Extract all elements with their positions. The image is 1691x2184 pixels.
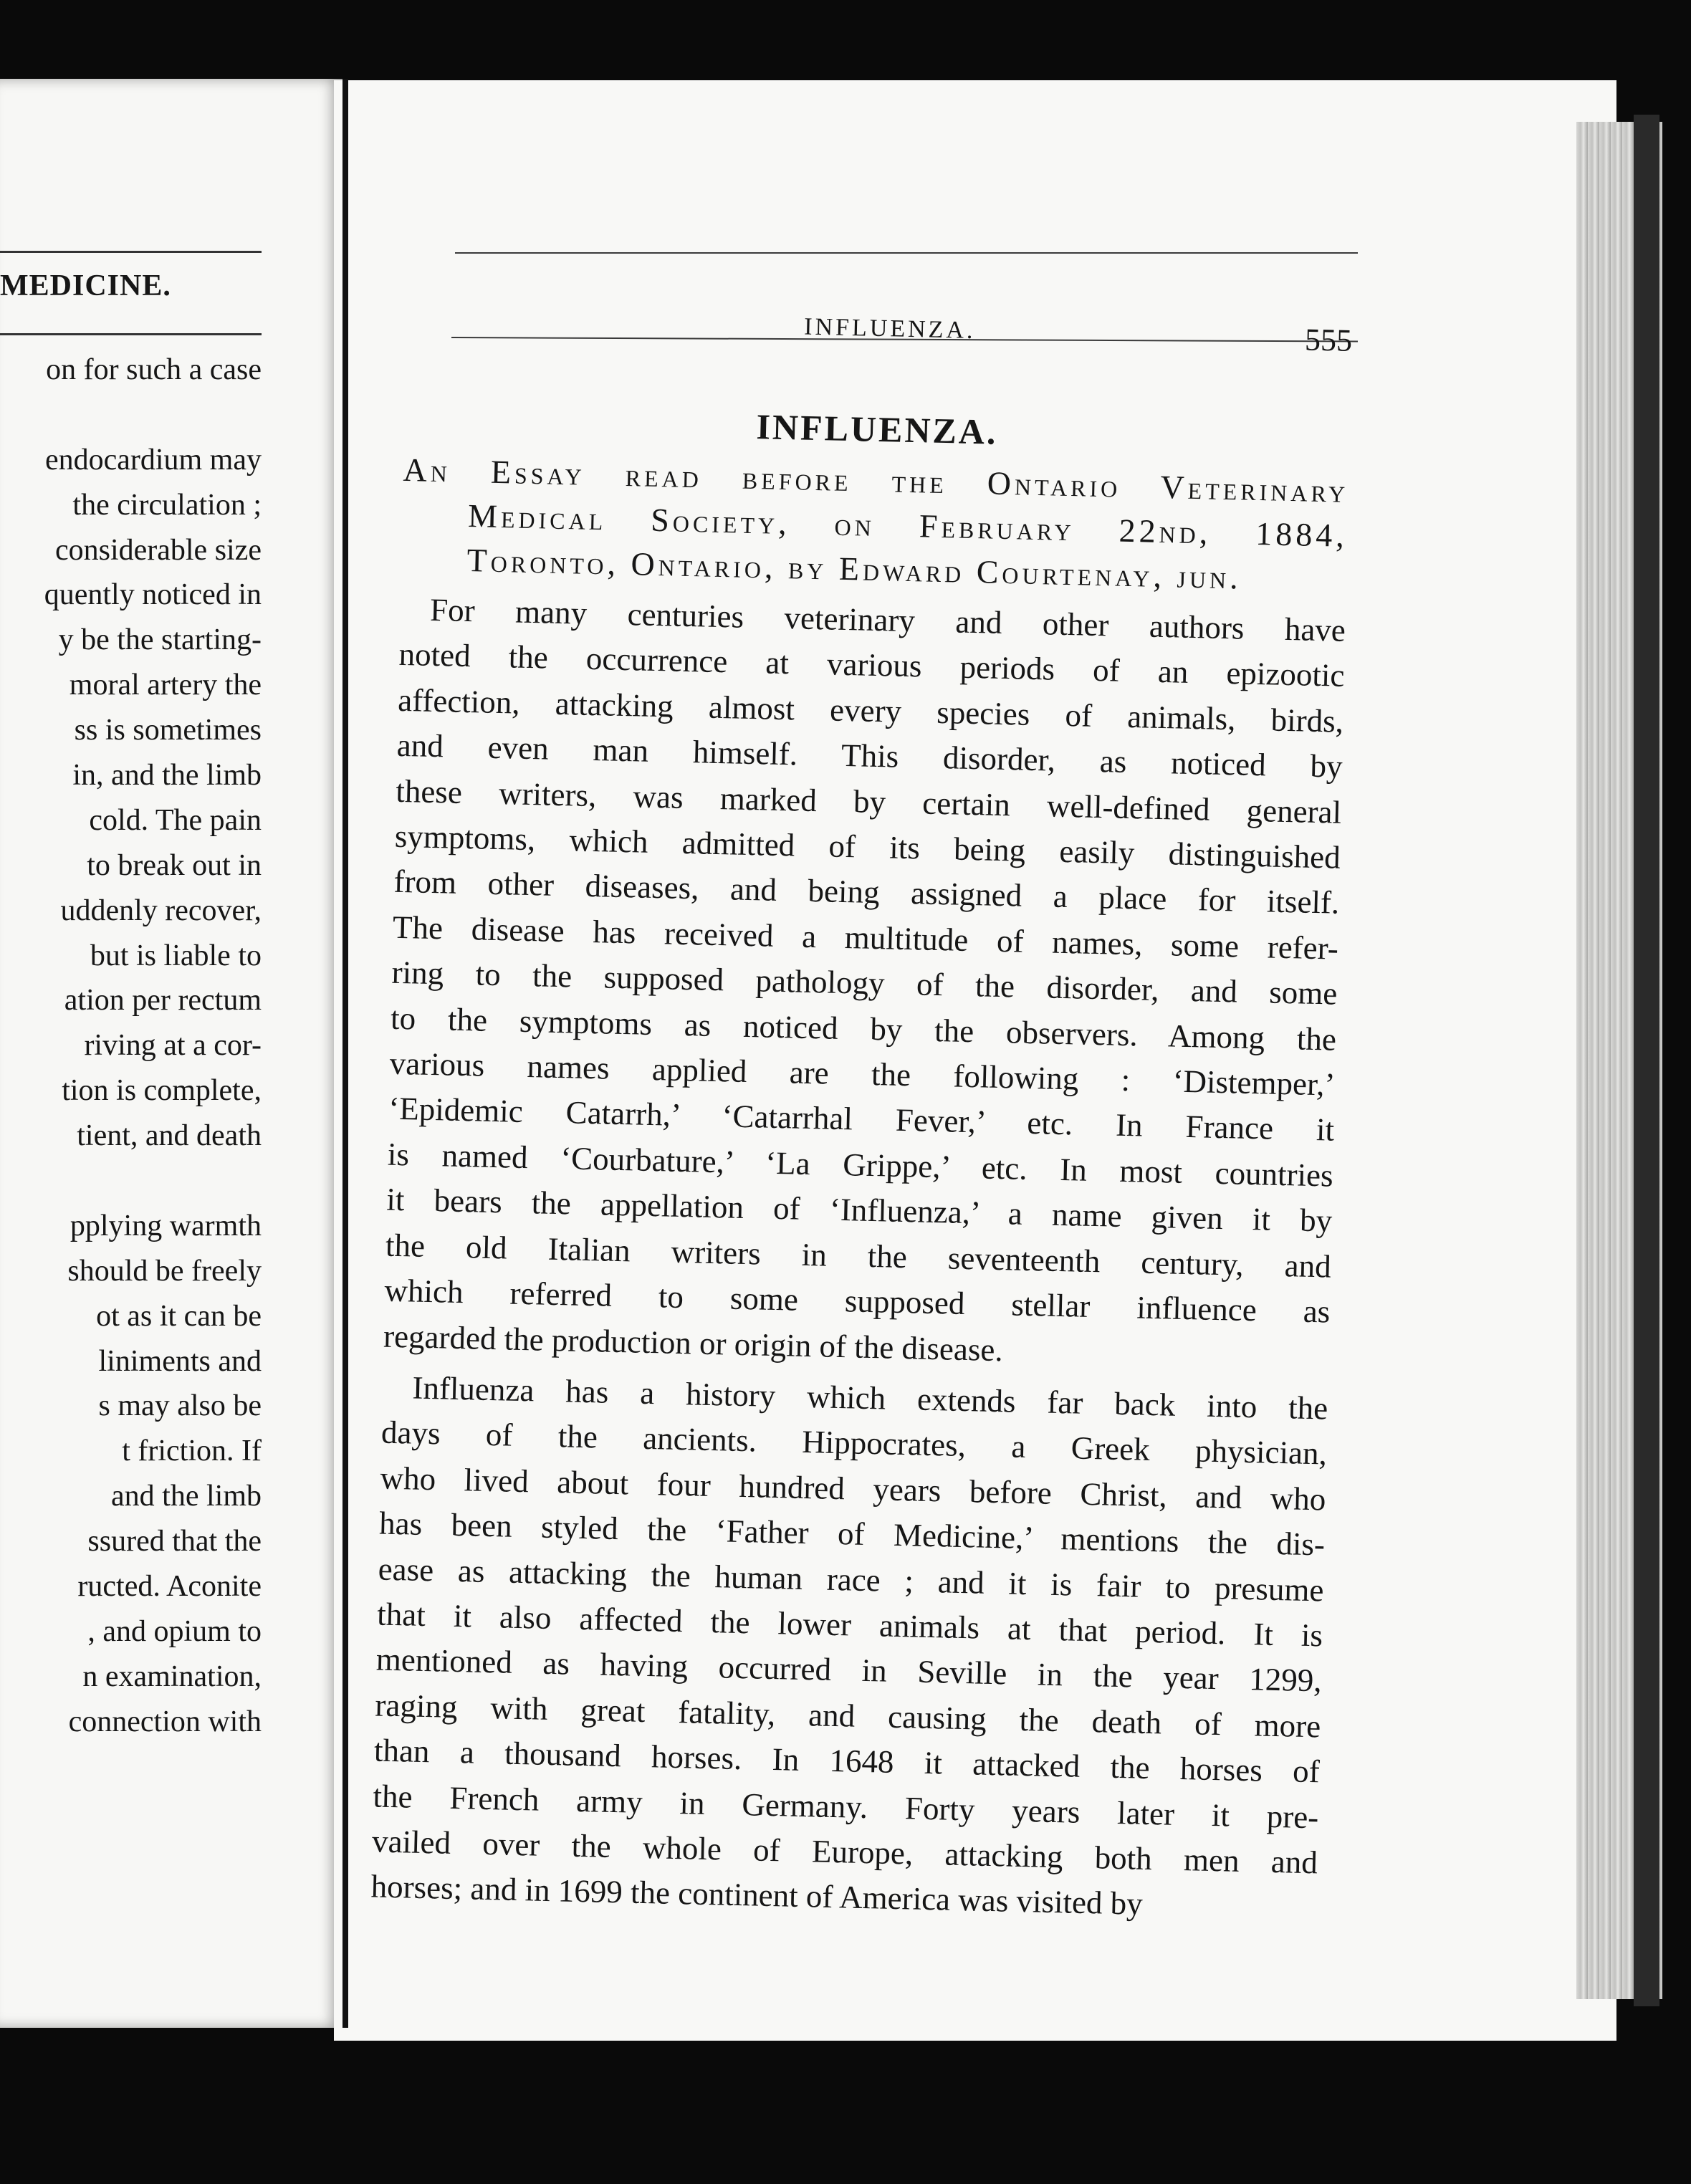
left-text-line: and the limb: [111, 1480, 262, 1513]
left-text-line: ss is sometimes: [74, 714, 262, 747]
text-line: raging with great fatality, and causing the death of more: [374, 1687, 1321, 1745]
left-text-line: , and opium to: [87, 1614, 262, 1648]
text-line: these writers, was marked by certain well-defined general: [395, 772, 1342, 830]
left-text-line: tion is complete,: [62, 1074, 262, 1108]
left-text-line: quently noticed in: [44, 578, 262, 612]
left-text-column: [0, 348, 262, 1745]
left-text-line: t friction. If: [122, 1435, 262, 1468]
left-text-line: ssured that the: [87, 1525, 262, 1558]
text-line: vailed over the whole of Europe, attacking both men and: [371, 1823, 1318, 1881]
left-text-line: ructed. Aconite: [77, 1570, 262, 1604]
left-text-line: liniments and: [98, 1344, 262, 1378]
left-text-line: [0, 1159, 262, 1204]
subtitle-line: Medical Society, on February 22nd, 1884,: [467, 497, 1349, 554]
left-text-line: to break out in: [87, 848, 262, 882]
text-line: regarded the production or origin of the disease.: [383, 1318, 1004, 1368]
text-line: to the symptoms as noticed by the observers. Among the: [390, 1000, 1337, 1058]
text-line: symptoms, which admitted of its being easily distinguished: [394, 818, 1341, 876]
text-line: various names applied are the following : ‘Distemper,’: [389, 1045, 1336, 1103]
text-line: and even man himself. This disorder, as noticed by: [396, 727, 1343, 785]
book-gutter: [342, 79, 348, 2028]
text-line: ease as attacking the human race ; and it is fair to presume: [378, 1551, 1325, 1608]
left-running-head: MEDICINE.: [0, 269, 171, 302]
text-line: it bears the appellation of ‘Influenza,’ a name given it by: [385, 1181, 1333, 1239]
text-line: For many centuries veterinary and other authors have: [429, 591, 1346, 648]
text-line: horses; and in 1699 the continent of America was visited by: [370, 1868, 1144, 1922]
left-text-line: should be freely: [67, 1254, 262, 1288]
subtitle-line: An Essay read before the Ontario Veterinary: [403, 451, 1349, 509]
text-line: The disease has received a multitude of names, some refer-: [392, 909, 1339, 967]
left-text-line: moral artery the: [69, 669, 262, 702]
left-page: [0, 79, 342, 2028]
text-line: which referred to some supposed stellar influence as: [384, 1272, 1331, 1330]
text-line: mentioned as having occurred in Seville in the year 1299,: [375, 1641, 1323, 1699]
left-text-line: ot as it can be: [96, 1299, 262, 1333]
text-line: the French army in Germany. Forty years later it pre-: [373, 1778, 1319, 1835]
text-line: that it also affected the lower animals at that period. It is: [376, 1596, 1323, 1654]
text-line: has been styled the ‘Father of Medicine,’ mentions the dis-: [378, 1505, 1326, 1563]
header-rule-top: [0, 251, 262, 253]
running-title: INFLUENZA.: [803, 313, 976, 344]
left-text-line: pplying warmth: [70, 1209, 262, 1242]
text-line: Influenza has a history which extends far back into the: [411, 1369, 1328, 1427]
text-line: than a thousand horses. In 1648 it attacked the horses of: [373, 1732, 1321, 1790]
text-line: ‘Epidemic Catarrh,’ ‘Catarrhal Fever,’ etc. In France it: [388, 1091, 1335, 1149]
article-title: INFLUENZA.: [755, 406, 999, 452]
left-text-line: s may also be: [98, 1389, 262, 1423]
left-text-line: y be the starting-: [58, 623, 262, 657]
text-line: noted the occurrence at various periods of an epizootic: [398, 636, 1345, 694]
left-text-line: [0, 393, 262, 438]
book-cover-edge: [1634, 115, 1659, 2006]
text-line: days of the ancients. Hippocrates, a Greek physician,: [380, 1414, 1328, 1472]
left-text-line: in, and the limb: [72, 759, 262, 792]
left-text-line: cold. The pain: [89, 803, 262, 837]
left-text-line: riving at a cor-: [84, 1029, 262, 1063]
text-line: ring to the supposed pathology of the disorder, and some: [391, 954, 1338, 1012]
text-line: from other diseases, and being assigned a place for itself.: [393, 863, 1340, 921]
left-text-line: ation per rectum: [64, 984, 262, 1017]
left-text-line: endocardium may: [44, 443, 262, 476]
article-subtitle: [401, 448, 1349, 603]
paragraph-1: [383, 587, 1346, 1381]
header-rule-bottom: [0, 333, 262, 335]
page-number: 555: [1304, 322, 1353, 358]
left-text-line: but is liable to: [90, 939, 262, 972]
left-text-line: the circulation ;: [72, 488, 262, 522]
text-line: the old Italian writers in the seventeenth century, and: [385, 1227, 1332, 1285]
left-text-line: tient, and death: [77, 1119, 262, 1153]
text-line: affection, attacking almost every species of animals, birds,: [397, 681, 1344, 739]
left-text-line: connection with: [68, 1705, 262, 1738]
left-text-line: on for such a case: [46, 353, 262, 386]
left-text-line: considerable size: [54, 533, 262, 567]
subtitle-line: Toronto, Ontario, by Edward Courtenay, jun.: [466, 541, 1242, 596]
left-text-line: uddenly recover,: [60, 894, 262, 927]
text-line: is named ‘Courbature,’ ‘La Grippe,’ etc. In most countries: [387, 1136, 1334, 1194]
article: [370, 236, 1354, 1931]
paragraph-2: [370, 1365, 1328, 1932]
left-text-line: n examination,: [82, 1659, 262, 1693]
text-line: who lived about four hundred years before Christ, and who: [380, 1460, 1326, 1518]
